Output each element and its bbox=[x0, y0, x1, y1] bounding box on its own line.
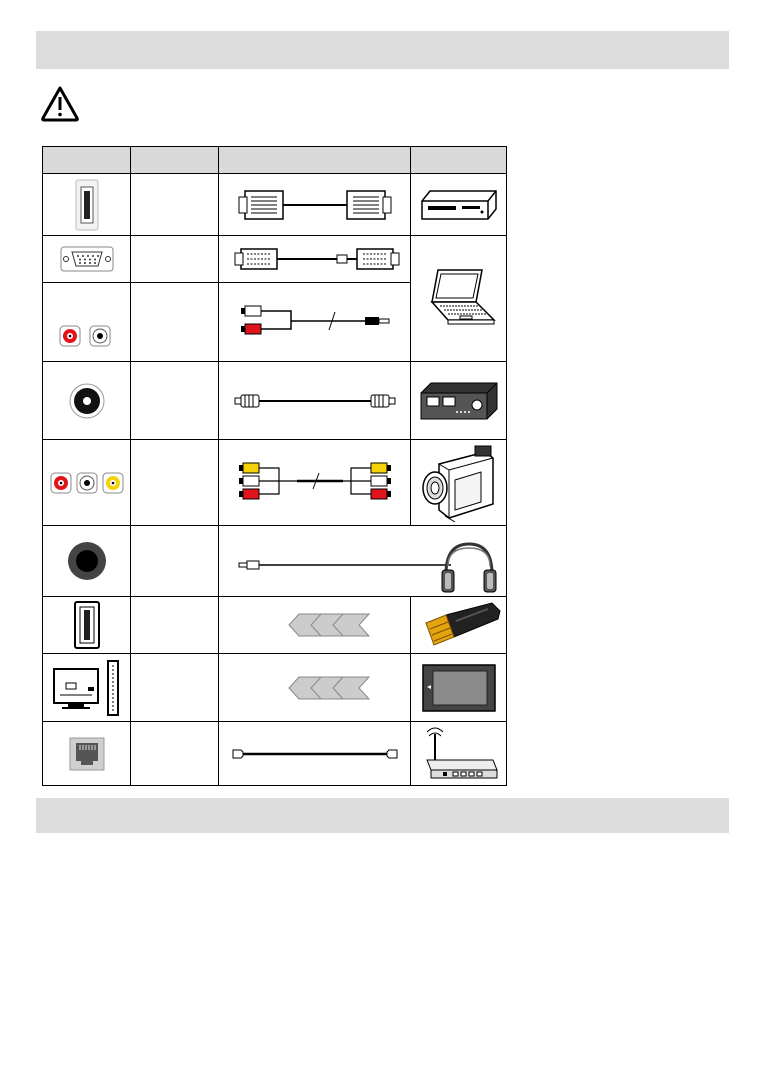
vga-cable-icon bbox=[225, 242, 405, 276]
connector-cell bbox=[43, 283, 131, 362]
table-row bbox=[43, 440, 507, 526]
cable-cell bbox=[219, 722, 411, 786]
coax-cable-icon bbox=[225, 389, 405, 413]
type-cell bbox=[131, 526, 219, 597]
table-header-row bbox=[43, 147, 507, 174]
hdmi-cable-icon bbox=[225, 181, 405, 229]
table-row bbox=[43, 597, 507, 654]
dvd-player-icon bbox=[418, 185, 500, 225]
column-header-device bbox=[411, 147, 507, 174]
cable-cell bbox=[219, 174, 411, 236]
vga-port-icon bbox=[60, 246, 114, 272]
cable-cell bbox=[219, 654, 411, 722]
ethernet-port-icon bbox=[69, 737, 105, 771]
headphone-jack-icon bbox=[65, 539, 109, 583]
laptop-icon bbox=[420, 266, 498, 332]
connector-cell bbox=[43, 236, 131, 283]
type-cell bbox=[131, 283, 219, 362]
camcorder-icon bbox=[419, 444, 499, 522]
ethernet-cable-icon bbox=[225, 744, 405, 764]
cable-cell bbox=[219, 362, 411, 440]
device-cell bbox=[411, 597, 507, 654]
device-cell bbox=[411, 236, 507, 362]
type-cell bbox=[131, 597, 219, 654]
usb-stick-icon bbox=[416, 601, 502, 649]
spdif-coax-port-icon bbox=[67, 381, 107, 421]
usb-port-icon bbox=[73, 600, 101, 650]
column-header-connector bbox=[43, 147, 131, 174]
connector-cell bbox=[43, 722, 131, 786]
type-cell bbox=[131, 174, 219, 236]
headphones-icon bbox=[440, 540, 498, 598]
cable-cell bbox=[219, 440, 411, 526]
column-header-type bbox=[131, 147, 219, 174]
insert-arrows-icon bbox=[225, 610, 405, 640]
rca-to-jack-cable-icon bbox=[225, 296, 405, 348]
cable-cell bbox=[219, 236, 411, 283]
table-row bbox=[43, 526, 507, 597]
table-row bbox=[43, 362, 507, 440]
warning-icon bbox=[40, 85, 80, 128]
connector-cell bbox=[43, 526, 131, 597]
pc-audio-rca-port-icon bbox=[57, 323, 117, 349]
device-cell bbox=[411, 440, 507, 526]
connector-cell bbox=[43, 362, 131, 440]
column-header-cable bbox=[219, 147, 411, 174]
composite-av-port-icon bbox=[49, 470, 125, 496]
table-row bbox=[43, 722, 507, 786]
type-cell bbox=[131, 440, 219, 526]
type-cell bbox=[131, 722, 219, 786]
cable-cell bbox=[219, 597, 411, 654]
section-header-bar bbox=[36, 31, 729, 69]
table-row bbox=[43, 174, 507, 236]
device-cell bbox=[411, 654, 507, 722]
type-cell bbox=[131, 362, 219, 440]
av-rca-cable-icon bbox=[225, 459, 405, 507]
audio-amplifier-icon bbox=[417, 379, 501, 423]
type-cell bbox=[131, 654, 219, 722]
device-cell bbox=[411, 362, 507, 440]
cam-module-icon bbox=[419, 661, 499, 715]
section-footer-bar bbox=[36, 798, 729, 833]
table-row bbox=[43, 236, 507, 283]
type-cell bbox=[131, 236, 219, 283]
router-icon bbox=[419, 726, 499, 782]
cable-cell bbox=[219, 283, 411, 362]
insert-arrows-icon bbox=[225, 673, 405, 703]
connector-cell bbox=[43, 654, 131, 722]
connection-table bbox=[42, 146, 507, 786]
connector-cell bbox=[43, 174, 131, 236]
hdmi-port-icon bbox=[75, 179, 99, 231]
ci-slot-icon bbox=[52, 659, 122, 717]
table-row bbox=[43, 654, 507, 722]
connector-cell bbox=[43, 440, 131, 526]
connector-cell bbox=[43, 597, 131, 654]
device-cell bbox=[411, 174, 507, 236]
device-cell bbox=[411, 722, 507, 786]
